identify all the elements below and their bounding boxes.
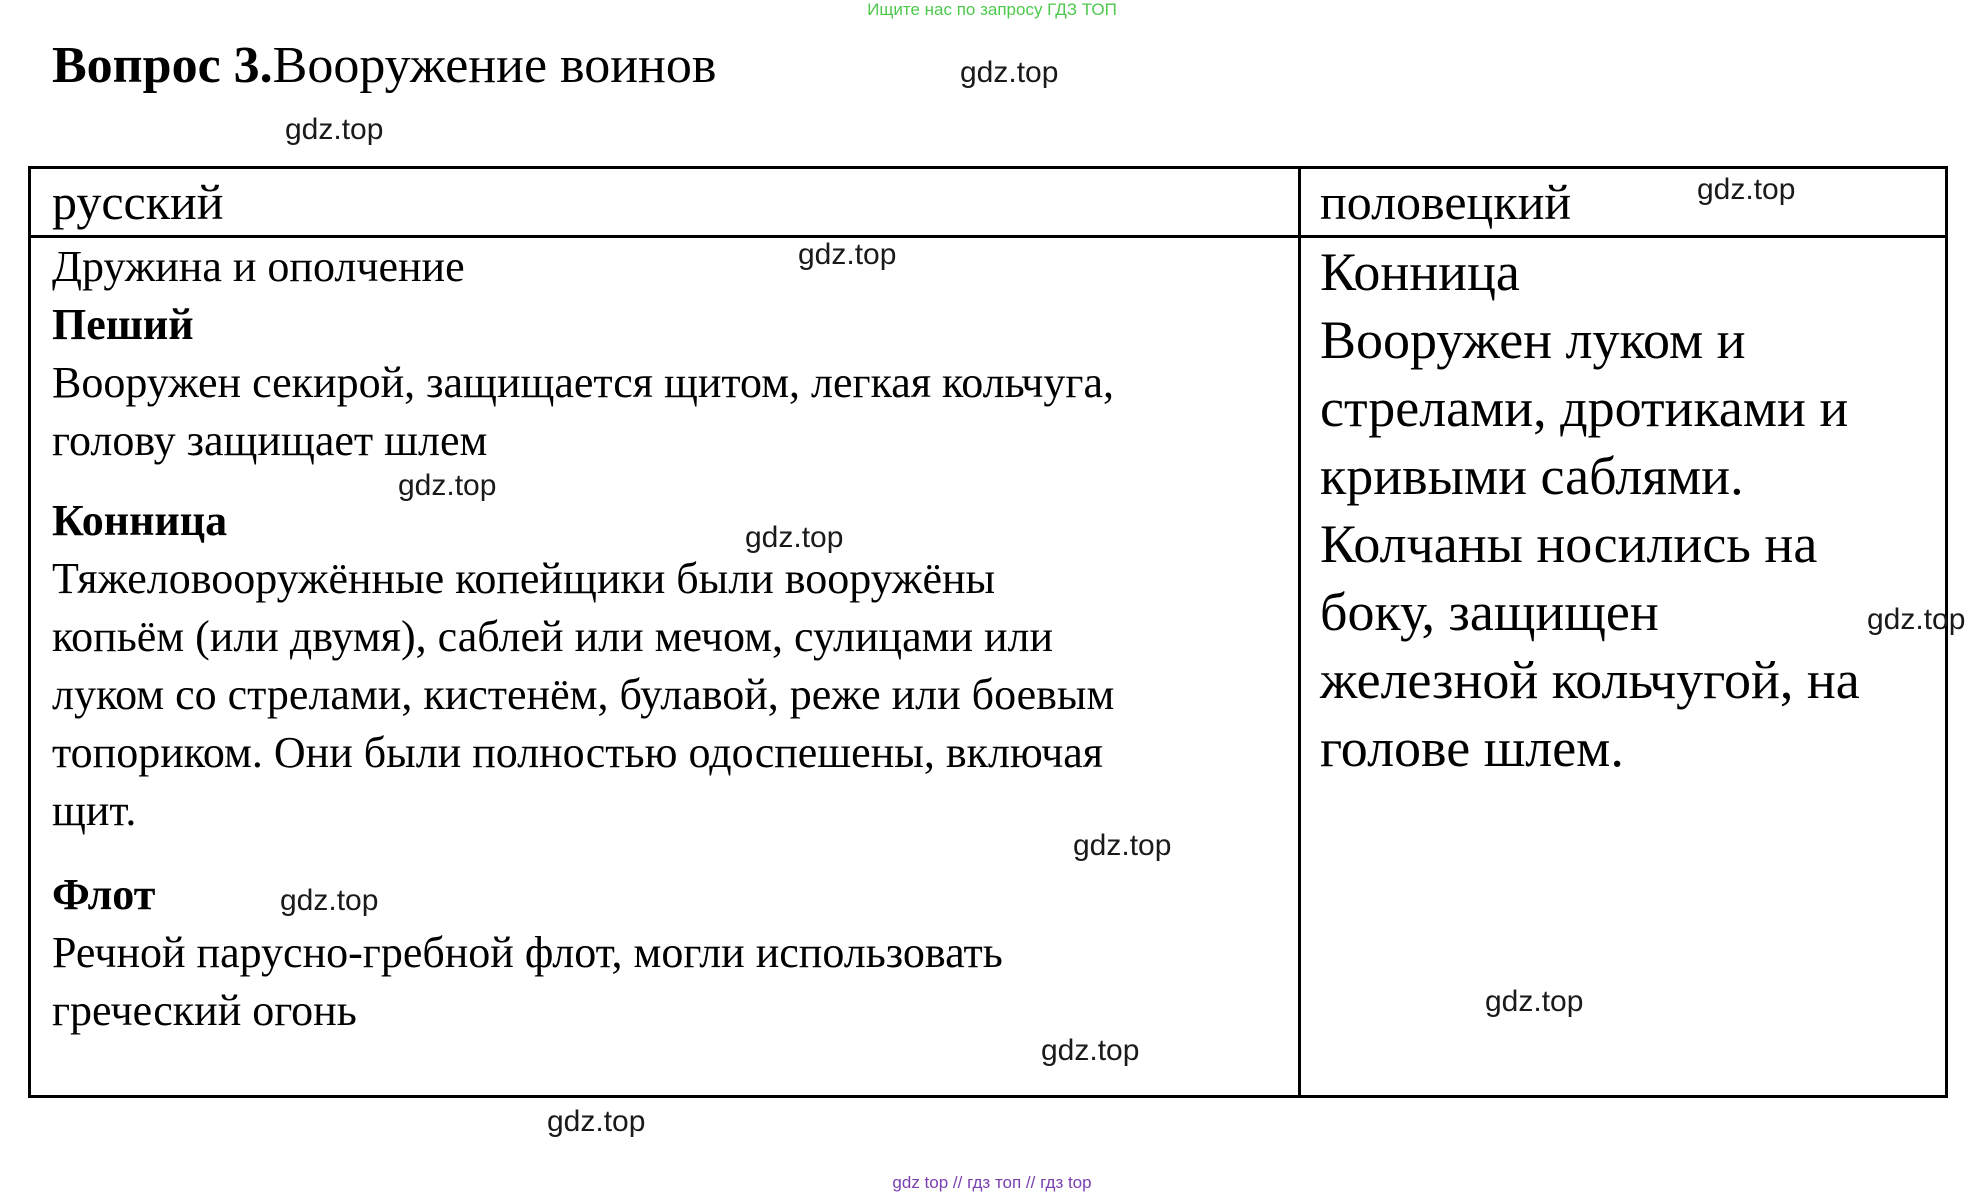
watermark: gdz.top xyxy=(280,884,379,917)
polovtsian-line: железной кольчугой, на xyxy=(1320,650,1860,710)
section-title-infantry: Пеший xyxy=(52,300,194,349)
polovtsian-line: боку, защищен xyxy=(1320,582,1659,642)
polovtsian-cell xyxy=(1320,238,1920,782)
fleet-line: Речной парусно-гребной флот, могли использовать xyxy=(52,928,1003,977)
table-border-left xyxy=(28,166,31,1098)
polovtsian-line: голове шлем. xyxy=(1320,718,1624,778)
watermark: gdz.top xyxy=(1073,829,1172,862)
polovtsian-line: Колчаны носились на xyxy=(1320,514,1818,574)
russian-intro: Дружина и ополчение xyxy=(52,242,465,291)
watermark: gdz.top xyxy=(1485,985,1584,1018)
watermark: gdz.top xyxy=(960,56,1059,89)
question-title: Вооружение воинов xyxy=(272,37,717,94)
cavalry-line: копьём (или двумя), саблей или мечом, сулицами или xyxy=(52,612,1054,661)
watermark: gdz.top xyxy=(1867,603,1966,636)
polovtsian-line: Конница xyxy=(1320,242,1520,302)
table-column-divider xyxy=(1298,166,1301,1098)
section-title-fleet: Флот xyxy=(52,870,156,919)
question-heading xyxy=(52,34,716,98)
table-border-top xyxy=(28,166,1948,169)
infantry-line: Вооружен секирой, защищается щитом, легкая кольчуга, xyxy=(52,358,1114,407)
watermark: gdz.top xyxy=(1697,173,1796,206)
footer-links: gdz top // гдз топ // гдз top xyxy=(892,1173,1092,1192)
watermark: gdz.top xyxy=(798,238,897,271)
header-russian: русский xyxy=(52,174,224,230)
cavalry-line: луком со стрелами, кистенём, булавой, реже или боевым xyxy=(52,670,1115,719)
watermark: gdz.top xyxy=(745,521,844,554)
table-border-bottom xyxy=(28,1095,1948,1098)
watermark: gdz.top xyxy=(398,469,497,502)
watermark: gdz.top xyxy=(547,1105,646,1138)
fleet-line: греческий огонь xyxy=(52,986,357,1035)
polovtsian-line: Вооружен луком и xyxy=(1320,310,1746,370)
infantry-line: голову защищает шлем xyxy=(52,416,488,465)
watermark: gdz.top xyxy=(285,113,384,146)
top-banner: Ищите нас по запросу ГДЗ ТОП xyxy=(867,0,1117,19)
question-number: Вопрос 3. xyxy=(52,37,273,94)
russian-cell xyxy=(52,238,1292,1040)
polovtsian-line: стрелами, дротиками и xyxy=(1320,378,1849,438)
cavalry-line: щит. xyxy=(52,786,137,835)
header-polovtsian: половецкий xyxy=(1320,174,1572,230)
polovtsian-line: кривыми саблями. xyxy=(1320,446,1744,506)
watermark: gdz.top xyxy=(1041,1034,1140,1067)
cavalry-line: Тяжеловооружённые копейщики были вооружёны xyxy=(52,554,996,603)
cavalry-line: топориком. Они были полностью одоспешены, включая xyxy=(52,728,1104,777)
section-title-cavalry: Конница xyxy=(52,496,228,545)
